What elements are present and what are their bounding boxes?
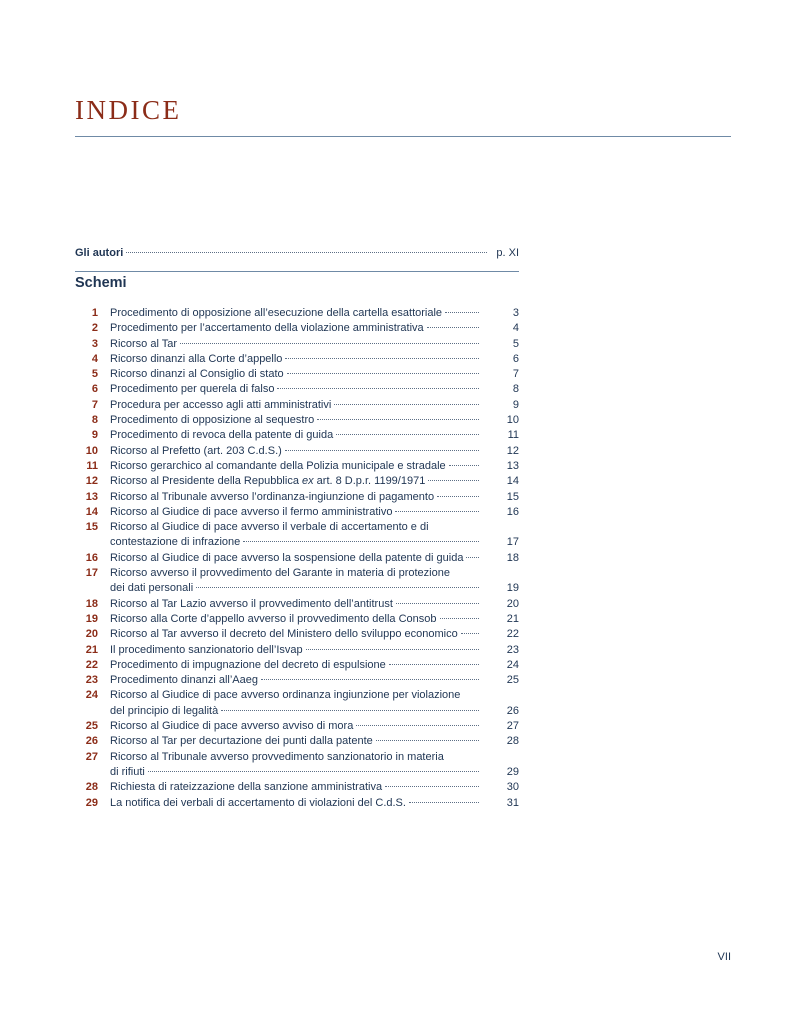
toc-entry-title: Ricorso al Giudice di pace avverso il fermo amministrativo xyxy=(110,505,393,518)
authors-label: Gli autori xyxy=(75,247,124,259)
toc-entry-number: 2 xyxy=(91,322,98,335)
toc-entry-body xyxy=(110,474,519,489)
dot-leader xyxy=(466,557,479,558)
toc-entry[interactable] xyxy=(75,490,519,505)
toc-entry-page: 12 xyxy=(506,444,519,457)
toc-entry-body xyxy=(110,750,519,781)
toc-entry-page: 26 xyxy=(506,704,519,717)
dot-leader xyxy=(243,541,479,542)
toc-entry-number: 11 xyxy=(86,459,98,472)
toc-entry-page: 30 xyxy=(506,781,519,794)
toc-entry-title: Il procedimento sanzionatorio dell’Isvap xyxy=(110,643,303,656)
toc-entry-body xyxy=(110,551,519,566)
toc-entry-line xyxy=(110,780,519,795)
toc-entry-page: 6 xyxy=(512,352,519,365)
toc-entry[interactable] xyxy=(75,428,519,443)
toc-entry-line xyxy=(110,643,519,658)
toc-entry[interactable] xyxy=(75,612,519,627)
toc-entry-line xyxy=(110,398,519,413)
toc-entry-number: 9 xyxy=(91,429,98,442)
toc-entry-body xyxy=(110,367,519,382)
toc-entry-line xyxy=(110,413,519,428)
dot-leader xyxy=(261,679,479,680)
toc-list xyxy=(75,306,519,811)
toc-entry-page: 22 xyxy=(506,628,519,641)
toc-entry-body xyxy=(110,612,519,627)
toc-entry-title: Procedura per accesso agli atti amministrativi xyxy=(110,398,332,411)
dot-leader xyxy=(428,480,479,481)
toc-entry-number: 4 xyxy=(91,352,98,365)
dot-leader xyxy=(445,312,479,313)
toc-entry-body xyxy=(110,413,519,428)
toc-entry[interactable] xyxy=(75,627,519,642)
toc-entry-page: 27 xyxy=(506,720,519,733)
toc-entry-title: Ricorso al Prefetto (art. 203 C.d.S.) xyxy=(110,444,282,457)
toc-entry-number: 28 xyxy=(85,781,98,794)
toc-entry-page: 20 xyxy=(506,597,519,610)
toc-entry-page: 24 xyxy=(506,658,519,671)
toc-entry-title: Ricorso al Tar xyxy=(110,337,178,350)
toc-entry-number: 19 xyxy=(85,612,98,625)
toc-entry-line xyxy=(110,459,519,474)
dot-leader xyxy=(396,603,479,604)
toc-entry[interactable] xyxy=(75,520,519,551)
dot-leader xyxy=(395,511,479,512)
dot-leader xyxy=(336,434,479,435)
toc-entry-line xyxy=(110,474,519,489)
toc-entry-title: Ricorso al Tar avverso il decreto del Ministero dello sviluppo economico xyxy=(110,628,458,641)
toc-entry[interactable] xyxy=(75,459,519,474)
toc-entry-title: Procedimento di impugnazione del decreto di espulsione xyxy=(110,658,386,671)
dot-leader xyxy=(285,450,479,451)
toc-entry-body xyxy=(110,796,519,811)
toc-entry-line xyxy=(110,597,519,612)
toc-entry-title: dei dati personali xyxy=(110,582,194,595)
toc-entry-title: Ricorso al Tar per decurtazione dei punti dalla patente xyxy=(110,735,373,748)
section-title: Schemi xyxy=(75,275,127,291)
toc-entry[interactable] xyxy=(75,780,519,795)
dot-leader xyxy=(126,252,487,253)
toc-entry-title: Procedimento dinanzi all’Aaeg xyxy=(110,674,258,687)
toc-entry[interactable] xyxy=(75,505,519,520)
toc-entry-number: 26 xyxy=(85,735,98,748)
toc-entry-number: 24 xyxy=(85,689,98,702)
toc-entry-body xyxy=(110,673,519,688)
toc-entry-body xyxy=(110,597,519,612)
toc-entry-body xyxy=(110,352,519,367)
toc-entry-line xyxy=(110,428,519,443)
toc-entry[interactable] xyxy=(75,796,519,811)
toc-entry-number: 7 xyxy=(91,398,98,411)
toc-entry-page: 10 xyxy=(506,414,519,427)
toc-entry-page: 18 xyxy=(506,551,519,564)
toc-entry-page: 31 xyxy=(506,796,519,809)
toc-entry-page: 28 xyxy=(506,735,519,748)
toc-entry-title: Ricorso al Tar Lazio avverso il provvedimento dell’antitrust xyxy=(110,597,393,610)
toc-entry[interactable] xyxy=(75,367,519,382)
toc-entry-line xyxy=(110,750,519,765)
toc-entry-title: Ricorso al Giudice di pace avverso la sospensione della patente di guida xyxy=(110,551,464,564)
toc-entry-line xyxy=(110,367,519,382)
toc-entry-title: Richiesta di rateizzazione della sanzione amministrativa xyxy=(110,781,383,794)
toc-entry-body xyxy=(110,306,519,321)
toc-entry-line xyxy=(110,306,519,321)
toc-entry-number: 17 xyxy=(85,567,98,580)
toc-entry-line xyxy=(110,535,519,550)
toc-entry-number: 3 xyxy=(91,337,98,350)
toc-entry[interactable] xyxy=(75,688,519,719)
toc-entry-line xyxy=(110,520,519,535)
toc-entry-page: 23 xyxy=(506,643,519,656)
toc-entry-title: Ricorso al Tribunale avverso provvedimento sanzionatorio in materia xyxy=(110,750,444,763)
toc-entry-page: 13 xyxy=(506,459,519,472)
toc-entry-number: 29 xyxy=(85,796,98,809)
toc-entry[interactable] xyxy=(75,597,519,612)
toc-entry-title: Procedimento di opposizione all’esecuzione della cartella esattoriale xyxy=(110,307,443,319)
toc-entry[interactable] xyxy=(75,321,519,336)
toc-entry-body xyxy=(110,444,519,459)
toc-entry-number: 25 xyxy=(85,720,98,733)
dot-leader xyxy=(440,618,479,619)
title-rule xyxy=(75,136,731,137)
toc-entry-body xyxy=(110,658,519,673)
toc-entry-page: 17 xyxy=(506,536,519,549)
toc-entry-page: 11 xyxy=(507,429,519,442)
toc-entry-body xyxy=(110,719,519,734)
toc-entry-title: Procedimento per querela di falso xyxy=(110,383,275,396)
dot-leader xyxy=(409,802,479,803)
toc-entry-page: 15 xyxy=(506,490,519,503)
toc-entry[interactable] xyxy=(75,719,519,734)
toc-entry-line xyxy=(110,352,519,367)
toc-entry-number: 5 xyxy=(91,368,98,381)
italic-term: ex xyxy=(302,475,314,488)
toc-entry-page: 8 xyxy=(512,383,519,396)
toc-entry-title: Procedimento di revoca della patente di guida xyxy=(110,429,334,442)
toc-entry-line xyxy=(110,673,519,688)
section-rule xyxy=(75,271,519,272)
toc-entry[interactable] xyxy=(75,750,519,781)
toc-entry-body xyxy=(110,490,519,505)
page-title: INDICE xyxy=(75,95,182,125)
toc-entry-line xyxy=(110,658,519,673)
toc-entry-body xyxy=(110,382,519,397)
dot-leader xyxy=(221,710,479,711)
toc-entry[interactable] xyxy=(75,643,519,658)
dot-leader xyxy=(376,740,479,741)
toc-entry[interactable] xyxy=(75,382,519,397)
toc-entry-title: La notifica dei verbali di accertamento di violazioni del C.d.S. xyxy=(110,796,406,809)
toc-entry-title: Ricorso avverso il provvedimento del Garante in materia di protezione xyxy=(110,567,450,580)
toc-entry-body xyxy=(110,337,519,352)
dot-leader xyxy=(277,388,479,389)
toc-entry-page: 16 xyxy=(506,505,519,518)
toc-entry-title: contestazione di infrazione xyxy=(110,536,241,549)
toc-entry-line xyxy=(110,505,519,520)
toc-entry-line xyxy=(110,796,519,811)
toc-entry-line xyxy=(110,627,519,642)
toc-entry-number: 12 xyxy=(85,475,98,488)
toc-entry-body xyxy=(110,321,519,336)
toc-entry-line xyxy=(110,719,519,734)
toc-entry-line xyxy=(110,612,519,627)
toc-entry-title: Procedimento di opposizione al sequestro xyxy=(110,414,315,427)
toc-entry-line xyxy=(110,490,519,505)
toc-entry-title: Ricorso gerarchico al comandante della Polizia municipale e stradale xyxy=(110,459,446,472)
toc-entry-title: Ricorso al Giudice di pace avverso avviso di mora xyxy=(110,720,354,733)
dot-leader xyxy=(196,587,479,588)
toc-entry-number: 16 xyxy=(85,551,98,564)
toc-entry-body xyxy=(110,428,519,443)
dot-leader xyxy=(287,373,479,374)
toc-entry-number: 13 xyxy=(85,490,98,503)
toc-entry[interactable] xyxy=(75,474,519,489)
toc-entry[interactable] xyxy=(75,337,519,352)
dot-leader xyxy=(427,327,479,328)
toc-entry[interactable] xyxy=(75,734,519,749)
toc-entry-line xyxy=(110,566,519,581)
toc-entry-page: 19 xyxy=(506,582,519,595)
toc-entry[interactable] xyxy=(75,306,519,321)
toc-entry[interactable] xyxy=(75,352,519,367)
authors-entry[interactable] xyxy=(75,245,519,261)
toc-entry-title: Ricorso al Presidente della Repubblica ex art. 8 D.p.r. 1199/1971 xyxy=(110,475,426,488)
toc-entry-page: 21 xyxy=(506,612,519,625)
dot-leader xyxy=(461,633,479,634)
authors-page-ref: p. XI xyxy=(496,247,519,259)
dot-leader xyxy=(437,496,479,497)
toc-entry-body xyxy=(110,643,519,658)
toc-entry-page: 4 xyxy=(512,322,519,335)
toc-entry-line xyxy=(110,551,519,566)
toc-entry-title: Procedimento per l’accertamento della violazione amministrativa xyxy=(110,322,424,335)
toc-entry-body xyxy=(110,398,519,413)
toc-entry-body xyxy=(110,520,519,551)
toc-entry-line xyxy=(110,382,519,397)
toc-entry-page: 3 xyxy=(512,307,519,319)
toc-entry[interactable] xyxy=(75,444,519,459)
dot-leader xyxy=(148,771,479,772)
dot-leader xyxy=(180,343,479,344)
toc-entry-line xyxy=(110,581,519,596)
toc-entry-page: 14 xyxy=(506,475,519,488)
toc-entry-body xyxy=(110,566,519,597)
toc-entry-number: 1 xyxy=(91,307,98,319)
dot-leader xyxy=(356,725,479,726)
toc-entry-number: 8 xyxy=(91,414,98,427)
toc-entry-line xyxy=(110,765,519,780)
toc-entry-page: 25 xyxy=(506,674,519,687)
dot-leader xyxy=(389,664,479,665)
toc-entry[interactable] xyxy=(75,658,519,673)
toc-entry-number: 21 xyxy=(85,643,98,656)
toc-entry-title: Ricorso dinanzi alla Corte d’appello xyxy=(110,352,283,365)
dot-leader xyxy=(317,419,479,420)
toc-entry-body xyxy=(110,627,519,642)
dot-leader xyxy=(285,358,479,359)
toc-entry-number: 14 xyxy=(85,505,98,518)
toc-entry-number: 20 xyxy=(85,628,98,641)
dot-leader xyxy=(449,465,479,466)
toc-entry-line xyxy=(110,337,519,352)
toc-entry-number: 15 xyxy=(85,521,98,534)
toc-entry[interactable] xyxy=(75,413,519,428)
toc-entry-page: 29 xyxy=(506,765,519,778)
toc-entry-number: 23 xyxy=(85,674,98,687)
toc-entry-title: Ricorso al Tribunale avverso l’ordinanza-ingiunzione di pagamento xyxy=(110,490,435,503)
toc-entry-line xyxy=(110,688,519,703)
toc-entry-title: Ricorso al Giudice di pace avverso il verbale di accertamento e di xyxy=(110,521,429,534)
toc-entry-title: del principio di legalità xyxy=(110,704,219,717)
dot-leader xyxy=(306,649,479,650)
page-folio: VII xyxy=(717,951,731,963)
toc-entry-line xyxy=(110,734,519,749)
toc-entry-page: 9 xyxy=(512,398,519,411)
toc-entry-body xyxy=(110,780,519,795)
toc-entry-body xyxy=(110,459,519,474)
dot-leader xyxy=(334,404,479,405)
toc-entry-title: Ricorso dinanzi al Consiglio di stato xyxy=(110,368,284,381)
toc-entry-page: 5 xyxy=(512,337,519,350)
dot-leader xyxy=(385,786,479,787)
toc-entry-page: 7 xyxy=(512,368,519,381)
toc-entry-body xyxy=(110,688,519,719)
toc-entry[interactable] xyxy=(75,673,519,688)
toc-entry-line xyxy=(110,444,519,459)
toc-entry-number: 6 xyxy=(91,383,98,396)
toc-entry[interactable] xyxy=(75,566,519,597)
toc-entry[interactable] xyxy=(75,398,519,413)
toc-entry-number: 10 xyxy=(85,444,98,457)
toc-entry-title: di rifiuti xyxy=(110,765,145,778)
toc-entry-number: 18 xyxy=(85,597,98,610)
toc-entry-number: 27 xyxy=(85,750,98,763)
toc-entry-line xyxy=(110,704,519,719)
toc-entry-body xyxy=(110,734,519,749)
toc-entry-number: 22 xyxy=(85,658,98,671)
toc-entry-body xyxy=(110,505,519,520)
toc-entry-line xyxy=(110,321,519,336)
toc-entry-title: Ricorso alla Corte d’appello avverso il provvedimento della Consob xyxy=(110,612,437,625)
toc-entry[interactable] xyxy=(75,551,519,566)
toc-entry-title: Ricorso al Giudice di pace avverso ordinanza ingiunzione per violazione xyxy=(110,689,461,702)
